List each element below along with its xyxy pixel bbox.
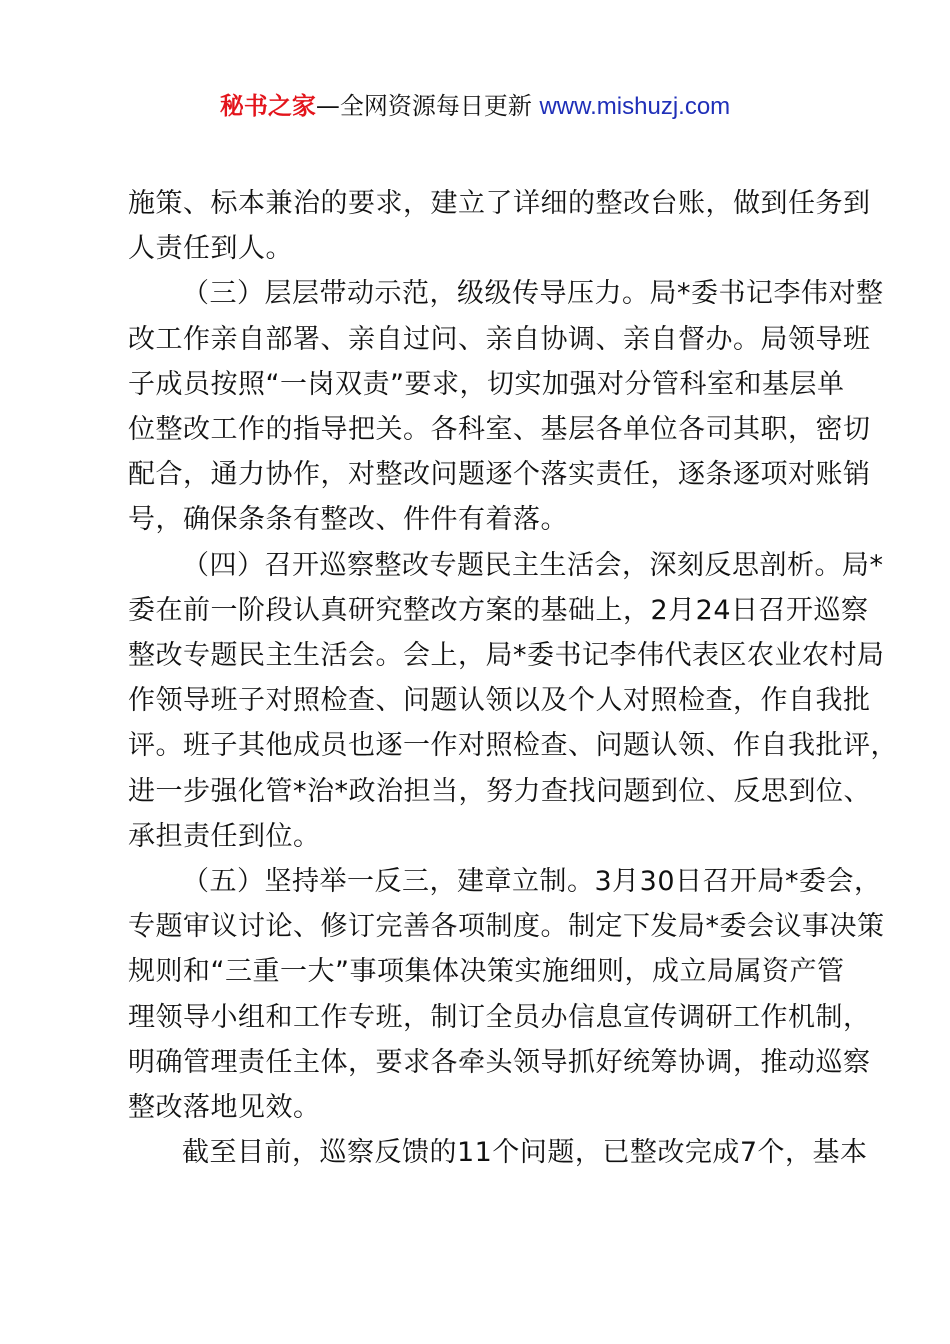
text-line: 作领导班子对照检查、问题认领以及个人对照检查，作自我批 <box>128 685 871 717</box>
text-line: （五）坚持举一反三，建章立制。3月30日召开局*委会， <box>182 866 882 898</box>
text-line: 截至目前，巡察反馈的11个问题，已整改完成7个，基本 <box>182 1137 868 1169</box>
text-line: 明确管理责任主体，要求各牵头领导抓好统筹协调，推动巡察 <box>128 1046 871 1078</box>
header-url[interactable]: www.mishuzj.com <box>539 93 731 120</box>
text-line: 改工作亲自部署、亲自过问、亲自协调、亲自督办。局领导班 <box>128 323 871 355</box>
text-line: 委在前一阶段认真研究整改方案的基础上，2月24日召开巡察 <box>128 594 869 626</box>
text-line: 配合，通力协作，对整改问题逐个落实责任，逐条逐项对账销 <box>128 459 871 491</box>
document-body <box>128 181 898 1175</box>
text-line: 规则和“三重一大”事项集体决策实施细则，成立局属资产管 <box>128 956 845 988</box>
text-line: 人责任到人。 <box>128 233 293 265</box>
text-line: 进一步强化管*治*政治担当，努力查找问题到位、反思到位、 <box>128 775 871 807</box>
text-line: 承担责任到位。 <box>128 820 321 852</box>
paragraph-section-5 <box>128 859 885 1130</box>
paragraph-section-3 <box>128 271 884 542</box>
text-line: 评。班子其他成员也逐一作对照检查、问题认领、作自我批评， <box>128 730 898 762</box>
text-line: 整改专题民主生活会。会上，局*委书记李伟代表区农业农村局 <box>128 640 885 672</box>
page-header <box>0 86 950 126</box>
text-line: 理领导小组和工作专班，制订全员办信息宣传调研工作机制， <box>128 1001 871 1033</box>
paragraph-summary <box>128 1130 868 1175</box>
text-line: 位整改工作的指导把关。各科室、基层各单位各司其职，密切 <box>128 414 871 446</box>
text-line: 号，确保条条有整改、件件有着落。 <box>128 504 568 536</box>
text-line: （三）层层带动示范，级级传导压力。局*委书记李伟对整 <box>182 278 884 310</box>
paragraph-section-4 <box>128 543 898 859</box>
text-line: 子成员按照“一岗双责”要求，切实加强对分管科室和基层单 <box>128 368 845 400</box>
text-line: 专题审议讨论、修订完善各项制度。制定下发局*委会议事决策 <box>128 911 885 943</box>
text-line: 整改落地见效。 <box>128 1092 321 1124</box>
text-line: 施策、标本兼治的要求，建立了详细的整改台账，做到任务到 <box>128 188 871 219</box>
header-brand: 秘书之家 <box>219 92 316 120</box>
header-tagline: —全网资源每日更新 <box>315 92 532 120</box>
text-line: （四）召开巡察整改专题民主生活会，深刻反思剖析。局* <box>182 549 884 581</box>
paragraph-continuation <box>128 181 871 271</box>
